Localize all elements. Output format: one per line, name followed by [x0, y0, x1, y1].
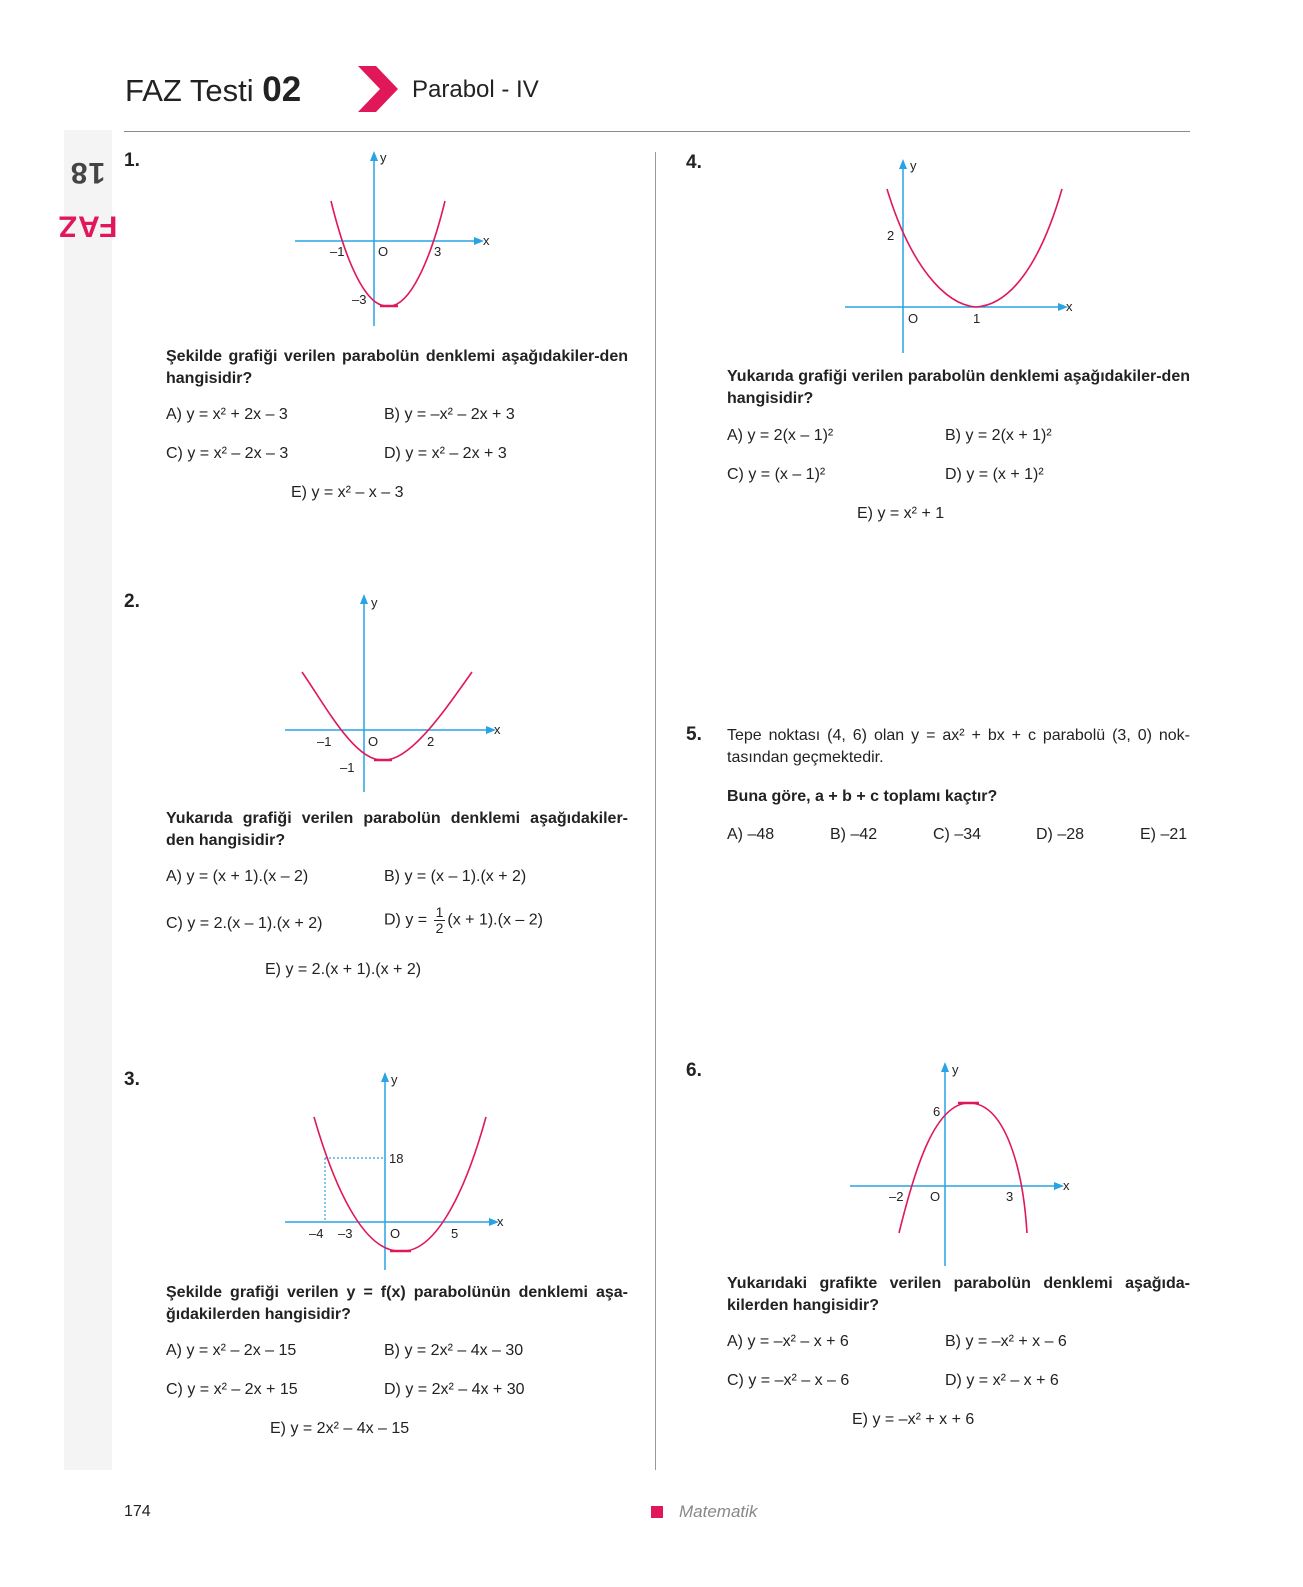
q2-root-right: 2	[427, 734, 435, 749]
q1-root-right: 3	[434, 244, 442, 259]
q2-number: 2.	[124, 591, 140, 612]
q6-y-arrow	[941, 1062, 949, 1072]
q2-option-d-denominator: 2	[435, 920, 444, 936]
q4-text: Yukarıda grafiği verilen parabolün denklemi aşağıdakiler-den hangisidir?	[727, 368, 1190, 407]
q6-root-left: –2	[889, 1189, 904, 1204]
q6-y-label: y	[952, 1062, 959, 1077]
test-title	[125, 70, 301, 110]
q5-question: Buna göre, a + b + c toplamı kaçtır?	[727, 788, 998, 805]
q6-number: 6.	[686, 1060, 702, 1081]
q5-option-c[interactable]: C) –34	[933, 826, 982, 843]
q2-option-d-fraction	[434, 905, 446, 936]
q3-root-left: –3	[338, 1226, 353, 1241]
q1-option-d[interactable]: D) y = x² – 2x + 3	[384, 445, 507, 462]
q3-y-arrow	[381, 1072, 389, 1082]
q2-y-arrow	[360, 594, 368, 604]
header-divider	[124, 131, 1190, 132]
q2-root-left: –1	[317, 734, 332, 749]
q2-option-b[interactable]: B) y = (x – 1).(x + 2)	[384, 868, 527, 885]
q3-text: Şekilde grafiği verilen y = f(x) parabolünün denklemi aşa-ğıdakilerden hangisidir?	[166, 1284, 628, 1323]
q6-x-label: x	[1063, 1178, 1070, 1193]
q3-option-b[interactable]: B) y = 2x² – 4x – 30	[384, 1342, 524, 1359]
q4-graph	[840, 155, 1085, 355]
q3-left-x: –4	[309, 1226, 324, 1241]
column-divider	[655, 152, 656, 1470]
q2-origin: O	[368, 734, 379, 749]
q3-graph	[283, 1070, 518, 1275]
q2-option-c[interactable]: C) y = 2.(x – 1).(x + 2)	[166, 915, 323, 932]
q2-graph	[280, 590, 510, 795]
q1-option-a[interactable]: A) y = x² + 2x – 3	[166, 406, 288, 423]
q1-origin: O	[378, 244, 389, 259]
side-tag-number: 18	[70, 156, 106, 190]
q6-option-b[interactable]: B) y = –x² + x – 6	[945, 1333, 1067, 1350]
q2-option-d-numerator: 1	[435, 904, 444, 920]
q1-y-arrow	[370, 151, 378, 161]
q1-y-intercept: –3	[352, 292, 367, 307]
q4-y-label: y	[910, 158, 917, 173]
q1-option-c[interactable]: C) y = x² – 2x – 3	[166, 445, 289, 462]
topic-title: Parabol - IV	[412, 76, 539, 103]
q4-option-c[interactable]: C) y = (x – 1)²	[727, 466, 826, 483]
q4-number: 4.	[686, 152, 702, 173]
side-tag-word: FAZ	[58, 209, 118, 243]
q4-origin: O	[908, 311, 919, 326]
page-number: 174	[124, 1503, 151, 1520]
q2-option-d[interactable]	[384, 905, 543, 936]
subject-label: Matematik	[679, 1502, 758, 1521]
chevron-right-icon	[356, 66, 400, 112]
q4-root: 1	[973, 311, 981, 326]
q3-root-right: 5	[451, 1226, 459, 1241]
side-strip	[64, 130, 112, 1470]
q2-option-d-suffix: (x + 1).(x – 2)	[447, 911, 543, 929]
q6-parabola	[899, 1103, 1027, 1233]
q6-y-intercept: 6	[933, 1104, 941, 1119]
q5-number: 5.	[686, 724, 702, 745]
q3-number: 3.	[124, 1069, 140, 1090]
q1-x-label: x	[483, 233, 490, 248]
q4-option-d[interactable]: D) y = (x + 1)²	[945, 466, 1044, 483]
q4-y-intercept: 2	[887, 228, 895, 243]
q4-parabola	[887, 189, 1062, 307]
q6-graph	[845, 1058, 1085, 1268]
q6-option-a[interactable]: A) y = –x² – x + 6	[727, 1333, 849, 1350]
q4-option-b[interactable]: B) y = 2(x + 1)²	[945, 427, 1052, 444]
q1-root-left: –1	[330, 244, 345, 259]
q3-option-e[interactable]: E) y = 2x² – 4x – 15	[270, 1420, 410, 1437]
square-icon	[651, 1506, 663, 1518]
q2-option-a[interactable]: A) y = (x + 1).(x – 2)	[166, 868, 309, 885]
q3-x-label: x	[497, 1214, 504, 1229]
q4-option-a[interactable]: A) y = 2(x – 1)²	[727, 427, 834, 444]
q6-option-c[interactable]: C) y = –x² – x – 6	[727, 1372, 850, 1389]
q3-option-d[interactable]: D) y = 2x² – 4x + 30	[384, 1381, 525, 1398]
q2-x-label: x	[494, 722, 501, 737]
q5-option-d[interactable]: D) –28	[1036, 826, 1085, 843]
q4-x-label: x	[1066, 299, 1073, 314]
test-number: 02	[262, 70, 302, 109]
q5-option-b[interactable]: B) –42	[830, 826, 878, 843]
q3-origin: O	[390, 1226, 401, 1241]
q5-text: Tepe noktası (4, 6) olan y = ax² + bx + c parabolü (3, 0) nok-tasından geçmektedir.	[727, 727, 1190, 766]
q4-option-e[interactable]: E) y = x² + 1	[857, 505, 945, 522]
q2-option-d-prefix: D) y =	[384, 911, 428, 929]
q5-option-e[interactable]: E) –21	[1140, 826, 1188, 843]
q1-text: Şekilde grafiği verilen parabolün denklemi aşağıdakiler-den hangisidir?	[166, 348, 628, 387]
q1-y-label: y	[380, 150, 387, 165]
q6-root-right: 3	[1006, 1189, 1014, 1204]
q1-graph	[290, 148, 500, 333]
q5-option-a[interactable]: A) –48	[727, 826, 775, 843]
q2-option-e[interactable]: E) y = 2.(x + 1).(x + 2)	[265, 961, 422, 978]
q6-option-e[interactable]: E) y = –x² + x + 6	[852, 1411, 975, 1428]
q4-y-arrow	[899, 159, 907, 169]
q2-y-label: y	[371, 595, 378, 610]
q6-text: Yukarıdaki grafikte verilen parabolün denklemi aşağıda-kilerden hangisidir?	[727, 1275, 1190, 1314]
test-name: FAZ Testi	[125, 73, 254, 108]
side-tag	[58, 150, 118, 260]
q3-y-value: 18	[389, 1151, 404, 1166]
q1-number: 1.	[124, 150, 140, 171]
q3-option-c[interactable]: C) y = x² – 2x + 15	[166, 1381, 298, 1398]
q6-option-d[interactable]: D) y = x² – x + 6	[945, 1372, 1059, 1389]
q3-y-label: y	[391, 1072, 398, 1087]
q2-min: –1	[340, 760, 355, 775]
q1-option-b[interactable]: B) y = –x² – 2x + 3	[384, 406, 515, 423]
q6-origin: O	[930, 1189, 941, 1204]
q1-option-e[interactable]: E) y = x² – x – 3	[291, 484, 404, 501]
q3-option-a[interactable]: A) y = x² – 2x – 15	[166, 1342, 297, 1359]
q2-text: Yukarıda grafiği verilen parabolün denklemi aşağıdakiler-den hangisidir?	[166, 810, 628, 849]
